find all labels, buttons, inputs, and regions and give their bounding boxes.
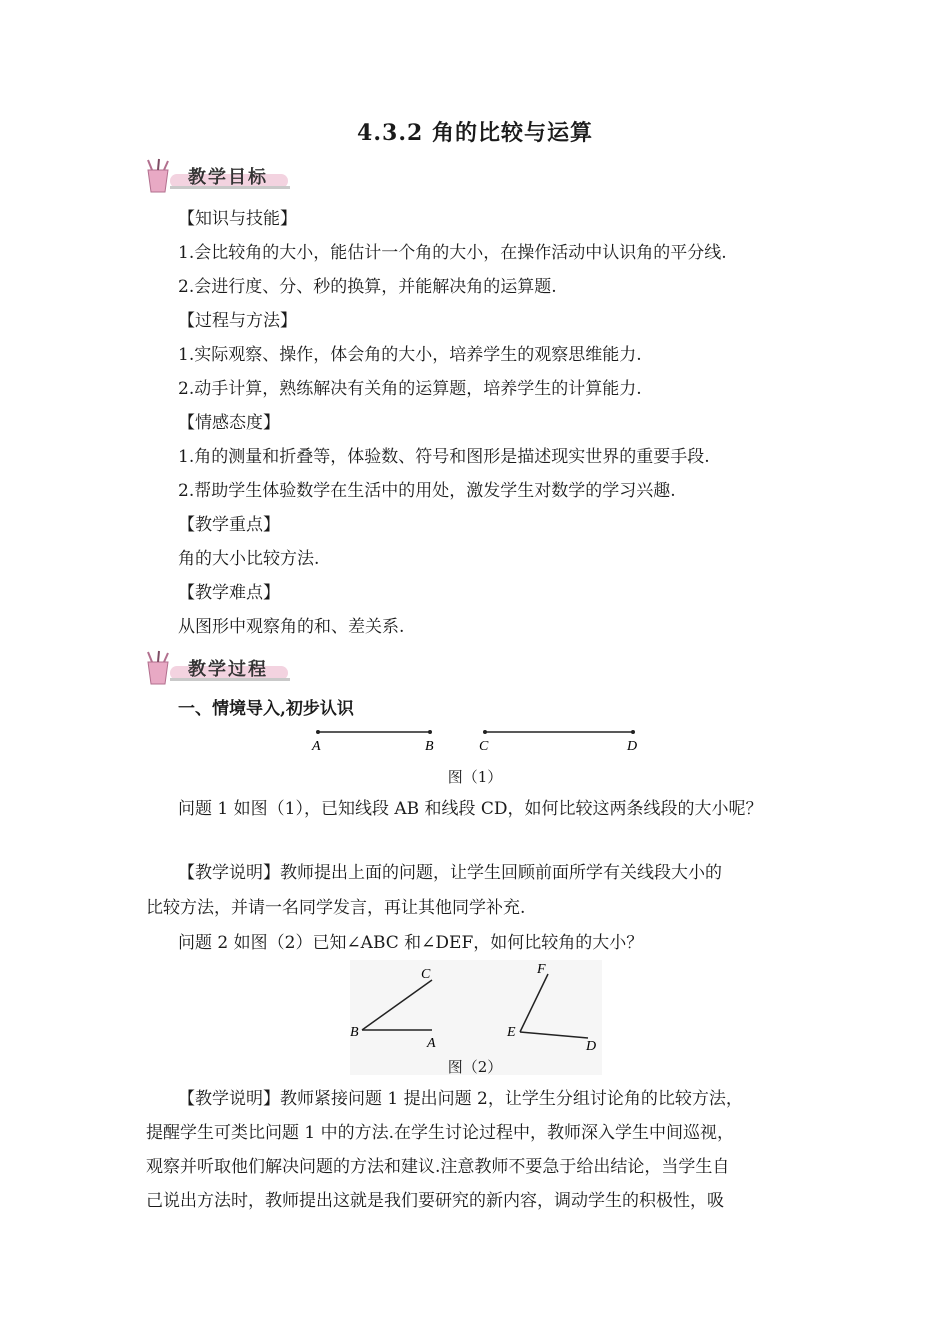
banner-label: 教学目标 bbox=[188, 167, 268, 188]
text-line: 2.会进行度、分、秒的换算，并能解决角的运算题. bbox=[178, 277, 557, 297]
label-d: D bbox=[586, 1039, 597, 1054]
text-line: 从图形中观察角的和、差关系. bbox=[178, 617, 405, 637]
section-heading: 一、情境导入,初步认识 bbox=[178, 699, 354, 719]
heading-knowledge: 【知识与技能】 bbox=[178, 209, 297, 229]
point-c bbox=[483, 730, 487, 734]
figure-1-caption: 图（1） bbox=[447, 768, 503, 786]
text-line: 观察并听取他们解决问题的方法和建议.注意教师不要急于给出结论，当学生自 bbox=[146, 1157, 730, 1177]
text-line: 角的大小比较方法. bbox=[178, 549, 320, 569]
text-line: 【教学说明】教师提出上面的问题，让学生回顾前面所学有关线段大小的 bbox=[178, 863, 722, 883]
label-b: B bbox=[350, 1025, 359, 1040]
point-d bbox=[631, 730, 635, 734]
text-line: 2.动手计算，熟练解决有关角的运算题，培养学生的计算能力. bbox=[178, 379, 642, 399]
text-line: 提醒学生可类比问题 1 中的方法.在学生讨论过程中，教师深入学生中间巡视， bbox=[146, 1123, 735, 1143]
text-line: 比较方法，并请一名同学发言，再让其他同学补充. bbox=[146, 898, 526, 918]
figure-1-segments bbox=[300, 722, 660, 758]
label-a: A bbox=[427, 1036, 436, 1051]
text-line: 1.实际观察、操作，体会角的大小，培养学生的观察思维能力. bbox=[178, 345, 642, 365]
question-1: 问题 1 如图（1），已知线段 AB 和线段 CD，如何比较这两条线段的大小呢？ bbox=[178, 799, 763, 819]
text-line: 1.角的测量和折叠等，体验数、符号和图形是描述现实世界的重要手段. bbox=[178, 447, 710, 467]
question-2: 问题 2 如图（2）已知∠ABC 和∠DEF，如何比较角的大小？ bbox=[178, 933, 644, 953]
heading-attitude: 【情感态度】 bbox=[178, 413, 280, 433]
label-b: B bbox=[425, 739, 434, 754]
text-line: 己说出方法时，教师提出这就是我们要研究的新内容，调动学生的积极性，吸 bbox=[146, 1191, 724, 1211]
text-line: 1.会比较角的大小，能估计一个角的大小，在操作活动中认识角的平分线. bbox=[178, 243, 727, 263]
point-b bbox=[428, 730, 432, 734]
banner-label: 教学过程 bbox=[188, 659, 268, 680]
label-a: A bbox=[312, 739, 321, 754]
page-title: 4.3.2 角的比较与运算 bbox=[357, 120, 593, 146]
label-c: C bbox=[479, 739, 489, 754]
text-line: 【教学说明】教师紧接问题 1 提出问题 2，让学生分组讨论角的比较方法， bbox=[178, 1089, 743, 1109]
banner-teaching-process bbox=[140, 650, 290, 688]
heading-difficulty: 【教学难点】 bbox=[178, 583, 280, 603]
label-d: D bbox=[627, 739, 638, 754]
label-c: C bbox=[421, 967, 431, 982]
label-f: F bbox=[537, 962, 546, 977]
point-a bbox=[316, 730, 320, 734]
figure-2-caption: 图（2） bbox=[447, 1058, 503, 1076]
heading-process: 【过程与方法】 bbox=[178, 311, 297, 331]
heading-key-point: 【教学重点】 bbox=[178, 515, 280, 535]
label-e: E bbox=[507, 1025, 516, 1040]
banner-teaching-goals bbox=[140, 158, 290, 196]
text-line: 2.帮助学生体验数学在生活中的用处，激发学生对数学的学习兴趣. bbox=[178, 481, 676, 501]
